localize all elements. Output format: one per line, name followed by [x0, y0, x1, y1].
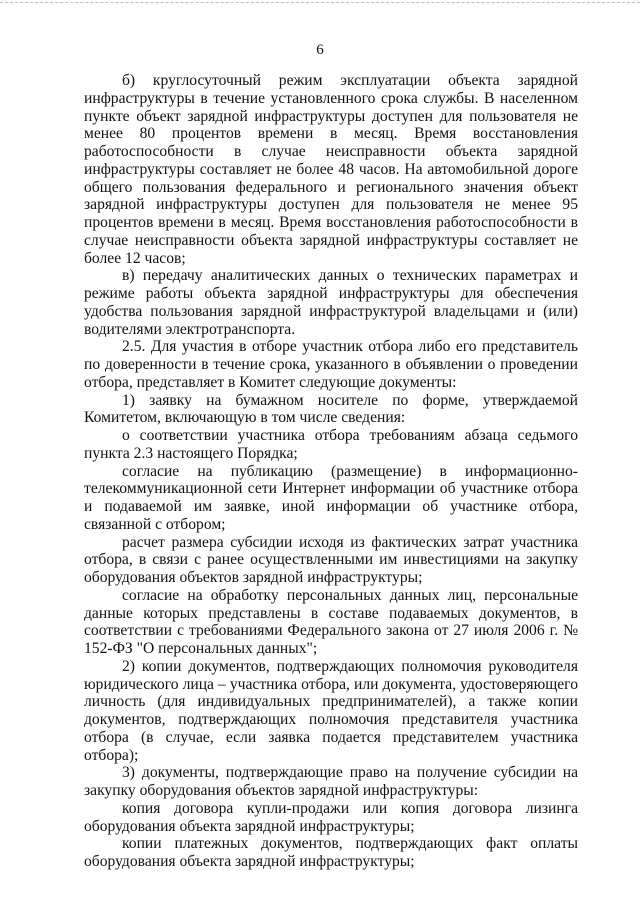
paragraph-publication-consent: согласие на публикацию (размещение) в информационно-телекоммуникационной сети Интернет информации об участнике отбора и подаваемой им заявке, иной информации об участнике отбора, связанной с отбором;	[84, 462, 578, 533]
paragraph-application-paper: 1) заявку на бумажном носителе по форме, утверждаемой Комитетом, включающую в том числе сведения:	[84, 391, 578, 427]
document-body	[84, 72, 578, 871]
paragraph-payment-docs-copies: копии платежных документов, подтверждающих факт оплаты оборудования объекта зарядной инфраструктуры;	[84, 835, 578, 870]
paragraph-authority-copies: 2) копии документов, подтверждающих полномочия руководителя юридического лица – участника отбора, или документа, удостоверяющего личность (для индивидуальных предпринимателей), а также копии документов, подтверждающих полномочия представителя участника отбора (в случае, если заявка подается представителем участника отбора);	[84, 657, 578, 764]
paragraph-purchase-contract-copy: копия договора купли-продажи или копия договора лизинга оборудования объекта зарядной инфраструктуры;	[84, 799, 578, 835]
paragraph-2-5-documents: 2.5. Для участия в отборе участник отбора либо его представитель по доверенности в течение срока, указанного в объявлении о проведении отбора, представляет в Комитет следующие документы:	[84, 338, 578, 391]
paragraph-analytics-transfer: в) передачу аналитических данных о технических параметрах и режиме работы объекта зарядной инфраструктуры для обеспечения удобства пользования зарядной инфраструктурой владельцами и (или) водителями электротранспорта.	[84, 267, 578, 338]
page-number: 6	[316, 42, 324, 58]
paragraph-subsidy-calculation: расчет размера субсидии исходя из фактических затрат участника отбора, в связи с ранее осуществленными им инвестициями на закупку оборудования объектов зарядной инфраструктуры;	[84, 533, 578, 586]
paragraph-personal-data-consent: согласие на обработку персональных данных лиц, персональные данные которых представлены в составе подаваемых документов, в соответствии с требованиями Федерального закона от 27 июля 2006 г. № 152-ФЗ "О персональных данных";	[84, 586, 578, 657]
scan-edge-divider	[0, 2, 640, 3]
paragraph-subsidy-right-docs: 3) документы, подтверждающие право на получение субсидии на закупку оборудования объектов зарядной инфраструктуры:	[84, 764, 578, 799]
paragraph-compliance-info: о соответствии участника отбора требованиям абзаца седьмого пункта 2.3 настоящего Порядка;	[84, 427, 578, 462]
paragraph-round-the-clock-operation: б) круглосуточный режим эксплуатации объекта зарядной инфраструктуры в течение установленного срока службы. В населенном пункте объект зарядной инфраструктуры доступен для пользователя не менее 80 процентов времени в месяц. Время восстановления работоспособности в случае неисправности объекта зарядной инфраструктуры составляет не более 48 часов. На автомобильной дороге общего пользования федерального и регионального значения объект зарядной инфраструктуры доступен для пользователя не менее 95 процентов времени в месяц. Время восстановления работоспособности в случае неисправности объекта зарядной инфраструктуры составляет не более 12 часов;	[84, 72, 578, 267]
